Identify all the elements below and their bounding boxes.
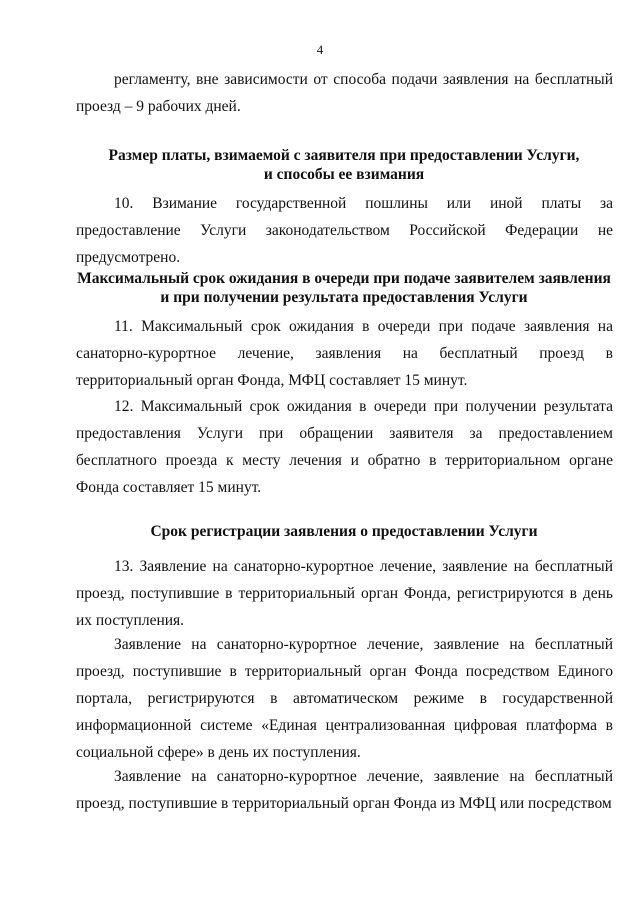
paragraph-13: 13. Заявление на санаторно-курортное лечение, заявление на бесплатный проезд, поступившие в территориальный орган Фонда, регистрируются в день их поступления. (76, 558, 613, 629)
paragraph-continuation: регламенту, вне зависимости от способа подачи заявления на бесплатный проезд – 9 рабочих дней. (76, 71, 613, 115)
heading-wait-line-1: Максимальный срок ожидания в очереди при подаче заявителем заявления (77, 270, 611, 287)
page-number: 4 (316, 42, 324, 57)
heading-fee-line-2: и способы ее взимания (263, 166, 425, 183)
heading-fee (70, 146, 618, 184)
heading-wait (70, 269, 618, 307)
paragraph-11: 11. Максимальный срок ожидания в очереди при подаче заявления на санаторно-курортное лечение, заявления на бесплатный проезд в территориальный орган Фонда, МФЦ составляет 15 минут. (76, 318, 613, 389)
paragraph-13-mfc: Заявление на санаторно-курортное лечение, заявление на бесплатный проезд, поступившие в территориальный орган Фонда из МФЦ или посредством (76, 768, 613, 812)
paragraph-13-portal: Заявление на санаторно-курортное лечение, заявление на бесплатный проезд, поступившие в территориальный орган Фонда посредством Единого портала, регистрируются в автоматическом режиме в государственной информационной системе «Единая централизованная цифровая платформа в социальной сфере» в день их поступления. (76, 636, 613, 761)
paragraph-10: 10. Взимание государственной пошлины или иной платы за предоставление Услуги законодательством Российской Федерации не предусмотрено. (76, 195, 613, 266)
heading-registration (70, 522, 618, 541)
heading-registration-line-1: Срок регистрации заявления о предоставлении Услуги (150, 523, 538, 540)
heading-wait-line-2: и при получении результата предоставления Услуги (160, 289, 528, 306)
heading-fee-line-1: Размер платы, взимаемой с заявителя при предоставлении Услуги, (108, 147, 580, 164)
paragraph-12: 12. Максимальный срок ожидания в очереди при получении результата предоставления Услуги при обращении заявителя за предоставлением бесплатного проезда к месту лечения и обратно в территориальном органе Фонда составляет 15 минут. (76, 398, 613, 496)
